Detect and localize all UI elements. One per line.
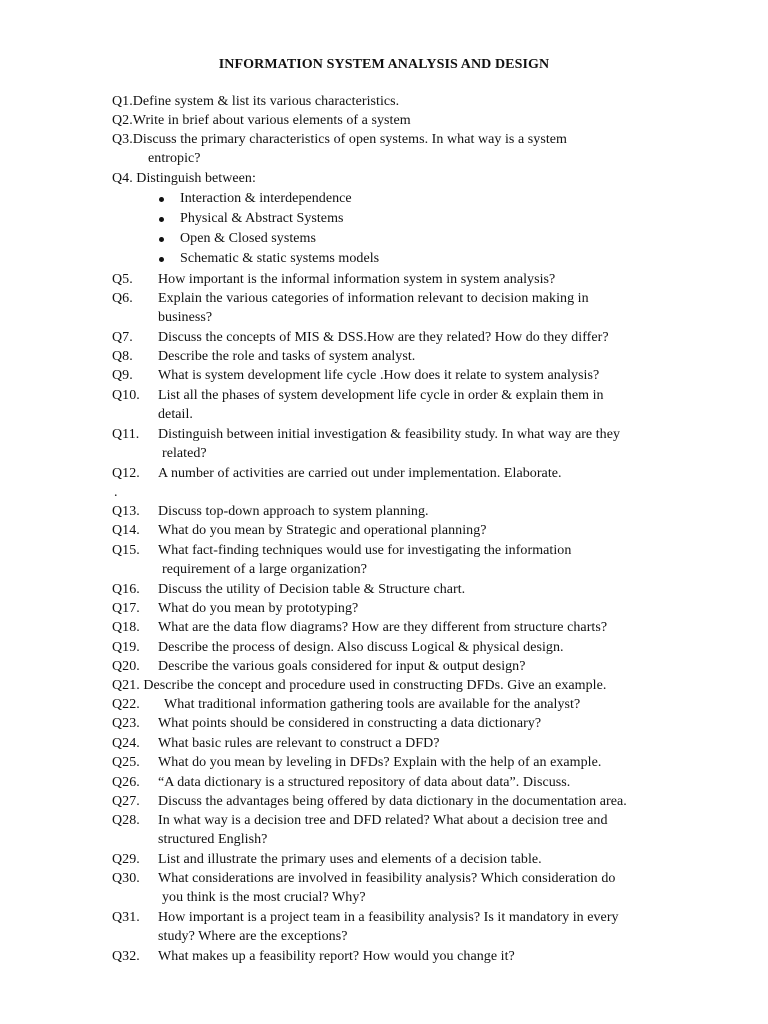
question-number: Q22.	[112, 697, 140, 712]
question-number: Q9.	[112, 368, 133, 383]
question-text: Discuss top-down approach to system planning.	[158, 504, 429, 519]
question-text: List all the phases of system development life cycle in order & explain them in	[158, 388, 604, 403]
question-3-line-1: Q3.Discuss the primary characteristics of open systems. In what way is a system	[112, 132, 567, 147]
question-number: Q17.	[112, 601, 140, 616]
question-text-continuation: related?	[162, 446, 207, 461]
question-text: What points should be considered in constructing a data dictionary?	[158, 716, 542, 731]
question-text: What do you mean by leveling in DFDs? Explain with the help of an example.	[158, 755, 602, 770]
question-text: What makes up a feasibility report? How would you change it?	[158, 949, 515, 964]
question-number: Q6.	[112, 291, 133, 306]
question-text-continuation: structured English?	[158, 832, 268, 847]
bullet-dot-icon	[159, 257, 164, 262]
question-number: Q10.	[112, 388, 140, 403]
question-number: Q23.	[112, 716, 140, 731]
question-number: Q14.	[112, 523, 140, 538]
question-text: List and illustrate the primary uses and elements of a decision table.	[158, 852, 542, 867]
question-number: Q5.	[112, 272, 133, 287]
question-number: Q12.	[112, 466, 140, 481]
question-number: Q15.	[112, 543, 140, 558]
question-number: Q8.	[112, 349, 133, 364]
question-number: Q16.	[112, 582, 140, 597]
question-number: Q7.	[112, 330, 133, 345]
q4-bullet-text: Interaction & interdependence	[180, 191, 352, 206]
question-text: What considerations are involved in feasibility analysis? Which consideration do	[158, 871, 616, 886]
question-text: How important is a project team in a feasibility analysis? Is it mandatory in every	[158, 910, 619, 925]
question-number: Q19.	[112, 640, 140, 655]
question-text: What fact-finding techniques would use for investigating the information	[158, 543, 572, 558]
bullet-dot-icon	[159, 237, 164, 242]
question-text: Discuss the concepts of MIS & DSS.How are they related? How do they differ?	[158, 330, 609, 345]
bullet-dot-icon	[159, 217, 164, 222]
question-text: What traditional information gathering tools are available for the analyst?	[164, 697, 581, 712]
question-number: Q13.	[112, 504, 140, 519]
q4-bullet-text: Schematic & static systems models	[180, 251, 380, 266]
bullet-dot-icon	[159, 197, 164, 202]
question-number: Q25.	[112, 755, 140, 770]
question-text: What is system development life cycle .How does it relate to system analysis?	[158, 368, 600, 383]
question-text: Q21. Describe the concept and procedure used in constructing DFDs. Give an example.	[112, 678, 607, 693]
question-text: Describe the role and tasks of system analyst.	[158, 349, 416, 364]
question-text: Discuss the utility of Decision table & Structure chart.	[158, 582, 466, 597]
question-text: Distinguish between initial investigation & feasibility study. In what way are they	[158, 427, 621, 442]
question-number: Q24.	[112, 736, 140, 751]
question-number: Q30.	[112, 871, 140, 886]
question-text-continuation: study? Where are the exceptions?	[158, 929, 348, 944]
q4-bullet-text: Physical & Abstract Systems	[180, 211, 344, 226]
question-3-line-2: entropic?	[148, 151, 201, 166]
question-number: Q20.	[112, 659, 140, 674]
question-text-continuation: business?	[158, 310, 213, 325]
question-text-continuation: you think is the most crucial? Why?	[162, 890, 366, 905]
q4-bullet-text: Open & Closed systems	[180, 231, 316, 246]
question-number: Q26.	[112, 775, 140, 790]
question-number: Q31.	[112, 910, 140, 925]
question-text: Describe the process of design. Also discuss Logical & physical design.	[158, 640, 564, 655]
question-text: Explain the various categories of information relevant to decision making in	[158, 291, 589, 306]
question-1: Q1.Define system & list its various characteristics.	[112, 94, 400, 109]
question-2: Q2.Write in brief about various elements of a system	[112, 113, 411, 128]
question-text: “A data dictionary is a structured repository of data about data”. Discuss.	[158, 775, 571, 790]
question-number: Q11.	[112, 427, 140, 442]
stray-mark: .	[114, 485, 118, 500]
question-text: What do you mean by Strategic and operational planning?	[158, 523, 487, 538]
question-number: Q29.	[112, 852, 140, 867]
question-4: Q4. Distinguish between:	[112, 171, 256, 186]
document-title: INFORMATION SYSTEM ANALYSIS AND DESIGN	[218, 57, 550, 72]
question-text: What are the data flow diagrams? How are they different from structure charts?	[158, 620, 608, 635]
question-text: Describe the various goals considered for input & output design?	[158, 659, 526, 674]
question-text: How important is the informal information system in system analysis?	[158, 272, 556, 287]
question-text: A number of activities are carried out under implementation. Elaborate.	[158, 466, 562, 481]
question-number: Q28.	[112, 813, 140, 828]
question-text: What basic rules are relevant to construct a DFD?	[158, 736, 440, 751]
question-text: Discuss the advantages being offered by data dictionary in the documentation area.	[158, 794, 627, 809]
question-number: Q27.	[112, 794, 140, 809]
question-text-continuation: requirement of a large organization?	[162, 562, 367, 577]
question-text-continuation: detail.	[158, 407, 193, 422]
question-text: What do you mean by prototyping?	[158, 601, 359, 616]
question-number: Q18.	[112, 620, 140, 635]
question-text: In what way is a decision tree and DFD related? What about a decision tree and	[158, 813, 608, 828]
question-number: Q32.	[112, 949, 140, 964]
